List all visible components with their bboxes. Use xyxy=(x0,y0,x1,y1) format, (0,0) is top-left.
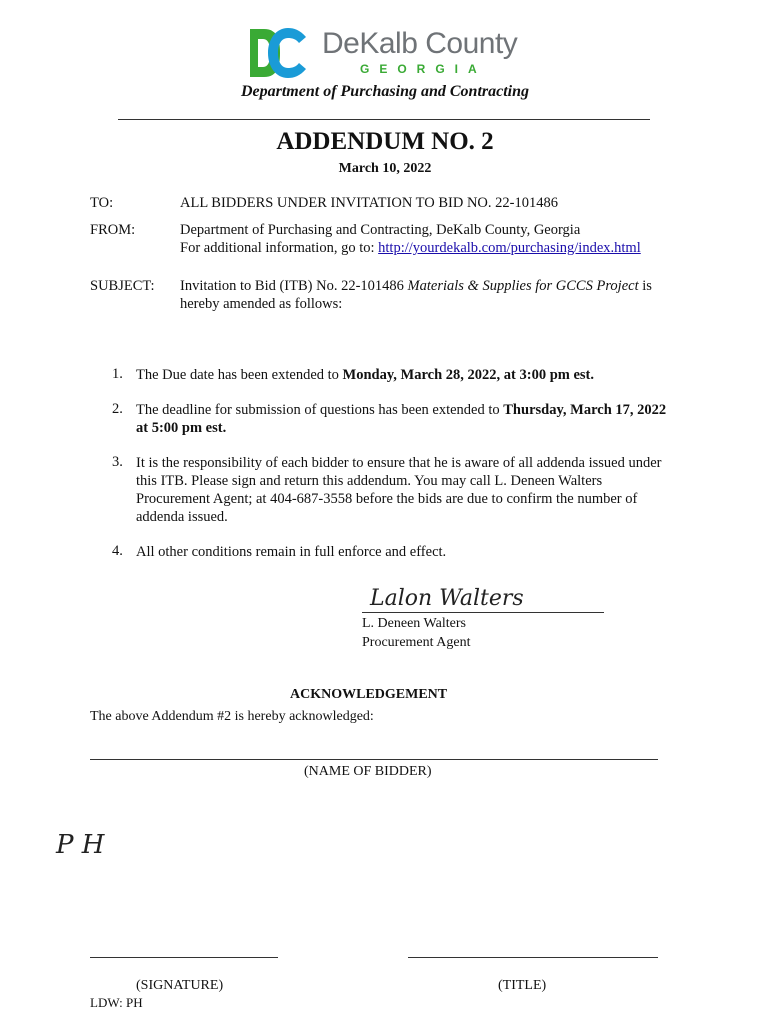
subject-suffix: is xyxy=(638,278,652,294)
item-2-bold-1: Thursday, March 17, 2022 xyxy=(503,402,667,418)
purchasing-link[interactable]: http://yourdekalb.com/purchasing/index.html xyxy=(378,240,641,256)
subject-label: SUBJECT: xyxy=(90,278,155,294)
item-3-line-2: this ITB. Please sign and return this addendum. You may call L. Deneen Walters xyxy=(136,473,603,489)
acknowledgement-title: ACKNOWLEDGEMENT xyxy=(290,687,448,702)
agent-role: Procurement Agent xyxy=(362,635,471,650)
from-line-2 xyxy=(180,239,641,257)
to-label: TO: xyxy=(90,195,114,211)
bidder-name-line[interactable] xyxy=(90,759,658,760)
dc-logo-mark-icon xyxy=(248,27,308,79)
item-1-plain: The Due date has been extended to xyxy=(136,367,343,383)
subject-prefix: Invitation to Bid (ITB) No. 22-101486 xyxy=(180,278,408,294)
item-4-number: 4. xyxy=(112,543,123,559)
item-2-bold-2: at 5:00 pm est. xyxy=(136,420,227,436)
subject-line-2: hereby amended as follows: xyxy=(180,296,343,312)
item-2-line-1 xyxy=(136,401,666,419)
department-name: Department of Purchasing and Contracting xyxy=(240,83,530,100)
header-divider xyxy=(118,119,650,120)
bidder-name-label: (NAME OF BIDDER) xyxy=(304,764,432,779)
item-3-line-3: Procurement Agent; at 404-687-3558 before the bids are due to confirm the number of xyxy=(136,491,638,507)
dekalb-logo xyxy=(248,27,528,79)
from-label: FROM: xyxy=(90,222,136,238)
from-line-1: Department of Purchasing and Contracting, DeKalb County, Georgia xyxy=(180,222,581,238)
subject-project-title: Materials & Supplies for GCCS Project xyxy=(407,278,639,294)
handwritten-signature: Lalon Walters xyxy=(370,586,524,611)
to-text: ALL BIDDERS UNDER INVITATION TO BID NO. 22-101486 xyxy=(180,195,558,211)
agent-name: L. Deneen Walters xyxy=(362,616,466,631)
item-3-number: 3. xyxy=(112,454,123,470)
logo-state-name: GEORGIA xyxy=(360,62,487,76)
item-2-number: 2. xyxy=(112,401,123,417)
from-info-prefix: For additional information, go to: xyxy=(180,240,379,256)
addendum-title: ADDENDUM NO. 2 xyxy=(276,128,494,155)
item-3-line-1: It is the responsibility of each bidder to ensure that he is aware of all addenda issued under xyxy=(136,455,662,471)
addendum-date: March 10, 2022 xyxy=(338,161,432,176)
item-1-number: 1. xyxy=(112,366,123,382)
logo-county-name: DeKalb County xyxy=(322,27,518,60)
item-1-bold: Monday, March 28, 2022, at 3:00 pm est. xyxy=(342,367,595,383)
title-label: (TITLE) xyxy=(498,978,547,993)
item-4-text: All other conditions remain in full enforce and effect. xyxy=(136,544,447,560)
acknowledgement-text: The above Addendum #2 is hereby acknowledged: xyxy=(90,709,374,724)
item-3-line-4: addenda issued. xyxy=(136,509,228,525)
footer-initials: LDW: PH xyxy=(90,995,143,1010)
agent-signature-line xyxy=(362,612,604,613)
handwritten-initials: P H xyxy=(56,830,105,860)
signature-line[interactable] xyxy=(90,957,278,958)
title-line[interactable] xyxy=(408,957,658,958)
subject-line-1 xyxy=(180,277,652,295)
item-2-plain: The deadline for submission of questions has been extended to xyxy=(136,402,504,418)
item-1-text xyxy=(136,366,594,384)
signature-label: (SIGNATURE) xyxy=(136,978,224,993)
